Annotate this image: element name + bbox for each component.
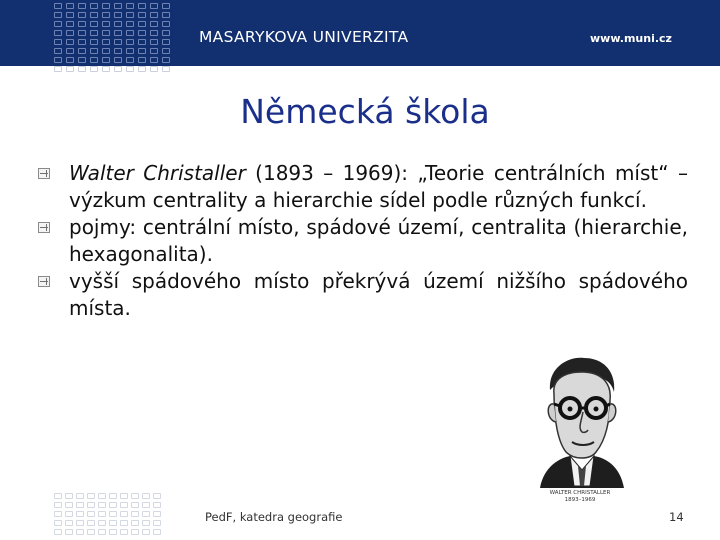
logo-grid-cell [54, 66, 62, 72]
footer-decor-grid [54, 492, 164, 540]
footer-grid-cell [120, 529, 128, 535]
logo-grid-cell [162, 57, 170, 63]
logo-grid-cell [66, 3, 74, 9]
footer-grid-cell [54, 529, 62, 535]
footer-grid-cell [87, 511, 95, 517]
footer-grid-cell [131, 493, 139, 499]
logo-grid-cell [102, 3, 110, 9]
logo-grid-cell [138, 39, 146, 45]
logo-grid-cell [138, 66, 146, 72]
footer-grid-cell [98, 520, 106, 526]
logo-grid-cell [162, 66, 170, 72]
footer-text: PedF, katedra geografie [205, 510, 343, 524]
logo-grid-cell [114, 48, 122, 54]
logo-grid-cell [138, 57, 146, 63]
footer-grid-cell [98, 529, 106, 535]
logo-grid-cell [162, 30, 170, 36]
footer-grid-cell [98, 511, 106, 517]
footer-grid-cell [131, 511, 139, 517]
footer-grid-cell [54, 511, 62, 517]
slide-title: Německá škola [240, 92, 490, 131]
footer-grid-cell [120, 520, 128, 526]
logo-grid-cell [126, 57, 134, 63]
footer-grid-cell [142, 502, 150, 508]
logo-grid-cell [78, 39, 86, 45]
portrait-caption-years: 1893–1969 [564, 497, 596, 503]
footer-grid-cell [87, 493, 95, 499]
logo-grid-cell [66, 30, 74, 36]
expand-box-icon [38, 276, 50, 287]
logo-grid-cell [150, 12, 158, 18]
logo-grid-cell [90, 48, 98, 54]
footer-grid-cell [131, 502, 139, 508]
logo-grid-cell [54, 48, 62, 54]
footer-grid-cell [65, 502, 73, 508]
logo-grid-cell [150, 66, 158, 72]
logo-grid-cell [66, 12, 74, 18]
portrait-image [520, 348, 640, 506]
bullet-person-name: Walter Christaller [69, 161, 246, 185]
logo-grid-cell [78, 21, 86, 27]
footer-grid-cell [131, 520, 139, 526]
logo-grid-cell [150, 39, 158, 45]
logo-grid-cell [54, 30, 62, 36]
logo-grid-cell [126, 12, 134, 18]
footer-grid-cell [76, 529, 84, 535]
logo-grid-cell [102, 12, 110, 18]
bullet-item [38, 214, 688, 268]
logo-grid-cell [138, 3, 146, 9]
logo-grid-cell [102, 48, 110, 54]
logo-grid-cell [66, 21, 74, 27]
footer-grid-cell [109, 493, 117, 499]
logo-grid-cell [66, 57, 74, 63]
footer-grid-cell [65, 511, 73, 517]
university-url: www.muni.cz [590, 32, 672, 45]
footer-grid-cell [98, 493, 106, 499]
logo-grid-cell [90, 39, 98, 45]
logo-grid-cell [102, 30, 110, 36]
logo-grid-cell [114, 39, 122, 45]
footer-grid-cell [153, 529, 161, 535]
footer-grid-cell [65, 493, 73, 499]
logo-grid-cell [114, 3, 122, 9]
footer-grid-cell [87, 529, 95, 535]
footer-grid-cell [153, 493, 161, 499]
logo-grid-cell [114, 57, 122, 63]
logo-grid-cell [90, 30, 98, 36]
footer-grid-cell [120, 511, 128, 517]
portrait-caption-name: WALTER CHRISTALLER [549, 490, 611, 496]
logo-grid-cell [150, 21, 158, 27]
logo-grid-cell [126, 3, 134, 9]
logo-grid-cell [90, 66, 98, 72]
logo-grid-cell [54, 57, 62, 63]
logo-grid-cell [138, 30, 146, 36]
logo-grid-cell [54, 12, 62, 18]
logo-grid-cell [66, 48, 74, 54]
logo-grid-cell [162, 12, 170, 18]
logo-grid-cell [114, 21, 122, 27]
footer-grid-cell [109, 511, 117, 517]
footer-grid-cell [109, 529, 117, 535]
footer-grid-cell [65, 529, 73, 535]
logo-grid-cell [78, 66, 86, 72]
header-band [0, 0, 720, 66]
footer-grid-cell [87, 502, 95, 508]
logo-grid-cell [54, 39, 62, 45]
bullet-text: (1893 – 1969): „Teorie centrálních míst“ – výzkum centrality a hierarchie sídel podle různých funkcí. [69, 161, 688, 212]
logo-grid-cell [138, 21, 146, 27]
footer-grid-cell [153, 502, 161, 508]
logo-grid-cell [150, 3, 158, 9]
logo-grid-cell [54, 21, 62, 27]
logo-grid-cell [78, 3, 86, 9]
logo-grid-cell [126, 39, 134, 45]
footer-grid-cell [54, 493, 62, 499]
footer-grid-cell [76, 520, 84, 526]
logo-grid-cell [90, 12, 98, 18]
logo-grid-cell [126, 66, 134, 72]
footer-grid-cell [153, 520, 161, 526]
footer-grid-cell [76, 502, 84, 508]
footer-grid-cell [98, 502, 106, 508]
logo-grid-cell [114, 30, 122, 36]
logo-grid-cell [90, 57, 98, 63]
bullet-text: pojmy: centrální místo, spádové území, centralita (hierarchie, hexagonalita). [69, 215, 688, 266]
page-number: 14 [669, 510, 684, 524]
bullet-item [38, 160, 688, 214]
logo-grid-cell [138, 12, 146, 18]
logo-grid-cell [102, 21, 110, 27]
logo-grid-cell [78, 48, 86, 54]
logo-grid-cell [66, 66, 74, 72]
logo-grid-cell [78, 30, 86, 36]
logo-grid-cell [54, 3, 62, 9]
logo-grid-cell [162, 21, 170, 27]
footer-grid-cell [109, 502, 117, 508]
logo-grid [54, 2, 170, 78]
logo-grid-cell [114, 12, 122, 18]
footer-grid-cell [54, 502, 62, 508]
logo-grid-cell [126, 21, 134, 27]
portrait-caption [525, 490, 635, 504]
footer-grid-cell [142, 529, 150, 535]
expand-box-icon [38, 222, 50, 233]
footer-grid-cell [120, 502, 128, 508]
logo-grid-cell [162, 48, 170, 54]
logo-grid-cell [90, 21, 98, 27]
logo-grid-cell [66, 39, 74, 45]
logo-grid-cell [90, 3, 98, 9]
expand-box-icon [38, 168, 50, 179]
slide-content [38, 160, 688, 322]
logo-grid-cell [138, 48, 146, 54]
footer-grid-cell [54, 520, 62, 526]
logo-grid-cell [102, 39, 110, 45]
footer-grid-cell [76, 511, 84, 517]
logo-grid-cell [102, 57, 110, 63]
logo-grid-cell [126, 30, 134, 36]
footer-grid-cell [76, 493, 84, 499]
logo-grid-cell [162, 39, 170, 45]
footer-grid-cell [142, 511, 150, 517]
logo-grid-cell [150, 30, 158, 36]
logo-grid-cell [78, 12, 86, 18]
footer-grid-cell [87, 520, 95, 526]
footer-grid-cell [131, 529, 139, 535]
footer-grid-cell [142, 520, 150, 526]
logo-grid-cell [78, 57, 86, 63]
logo-grid-cell [150, 48, 158, 54]
footer-grid-cell [109, 520, 117, 526]
logo-grid-cell [150, 57, 158, 63]
footer-grid-cell [120, 493, 128, 499]
bullet-text: vyšší spádového místo překrývá území nižšího spádového místa. [69, 269, 688, 320]
footer-grid-cell [153, 511, 161, 517]
footer-grid-cell [142, 493, 150, 499]
logo-grid-cell [114, 66, 122, 72]
footer-grid-cell [65, 520, 73, 526]
logo-grid-cell [126, 48, 134, 54]
logo-grid-cell [102, 66, 110, 72]
university-name: MASARYKOVA UNIVERZITA [199, 28, 409, 46]
bullet-item [38, 268, 688, 322]
logo-grid-cell [162, 3, 170, 9]
